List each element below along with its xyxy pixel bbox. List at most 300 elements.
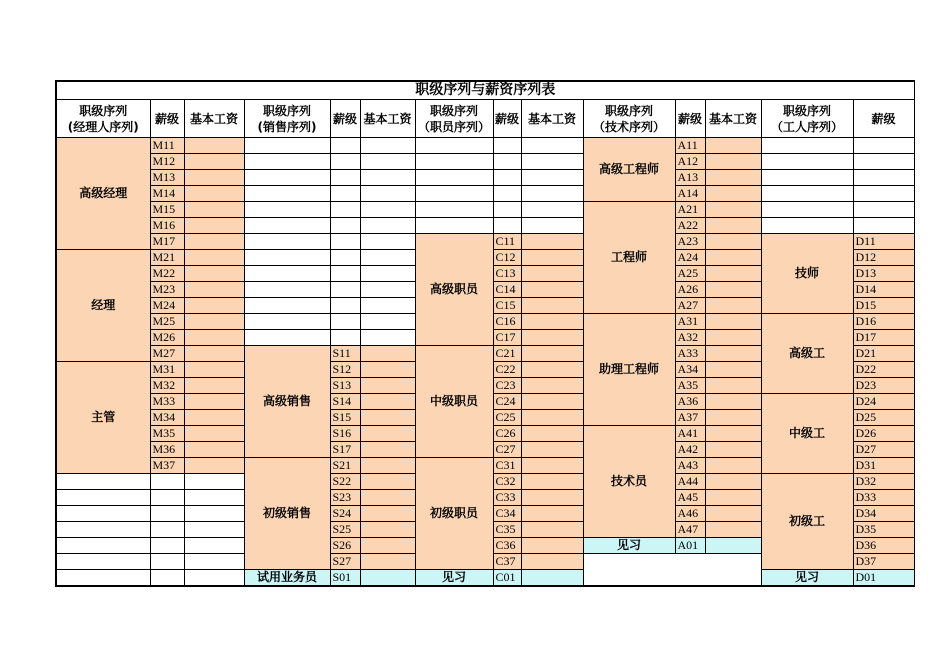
tech-base-salary-cell xyxy=(705,458,761,474)
worker-level-name: 中级工 xyxy=(761,394,853,474)
tech-base-salary-cell xyxy=(705,282,761,298)
tech-grade-code: A23 xyxy=(675,234,705,250)
manager-grade-code: M36 xyxy=(150,442,184,458)
sales-empty-salary-cell xyxy=(360,154,415,170)
manager-base-salary-cell xyxy=(184,218,244,234)
sales-empty-grade-cell xyxy=(330,250,360,266)
staff-base-salary-cell xyxy=(521,538,583,554)
sales-empty-name-cell xyxy=(244,218,330,234)
sales-empty-name-cell xyxy=(244,234,330,250)
worker-grade-code: D33 xyxy=(853,490,914,506)
manager-grade-code: M25 xyxy=(150,314,184,330)
tech-grade-code: A46 xyxy=(675,506,705,522)
staff-empty-salary-cell xyxy=(521,138,583,154)
tech-grade-code: A42 xyxy=(675,442,705,458)
worker-empty-grade-cell xyxy=(853,170,914,186)
manager-base-salary-cell xyxy=(184,186,244,202)
sales-empty-name-cell xyxy=(244,266,330,282)
manager-base-salary-cell xyxy=(184,282,244,298)
tech-base-salary-cell xyxy=(705,346,761,362)
manager-base-salary-cell xyxy=(184,266,244,282)
staff-sequence-header xyxy=(415,100,493,138)
sales-empty-salary-cell xyxy=(360,314,415,330)
tech-base-salary-cell xyxy=(705,522,761,538)
sales-empty-grade-cell xyxy=(330,154,360,170)
sales-grade-code: S25 xyxy=(330,522,360,538)
tech-trial-code: A01 xyxy=(675,538,705,554)
staff-base-salary-cell xyxy=(521,394,583,410)
worker-grade-code: D14 xyxy=(853,282,914,298)
sales-empty-grade-cell xyxy=(330,170,360,186)
worker-grade-code: D13 xyxy=(853,266,914,282)
sales-empty-grade-cell xyxy=(330,138,360,154)
sales-empty-grade-cell xyxy=(330,330,360,346)
tech-base-salary-cell xyxy=(705,154,761,170)
worker-grade-header: 薪级 xyxy=(853,100,914,138)
staff-empty-salary-cell xyxy=(521,202,583,218)
sales-empty-salary-cell xyxy=(360,330,415,346)
tech-grade-code: A37 xyxy=(675,410,705,426)
manager-base-salary-cell xyxy=(184,442,244,458)
sales-empty-name-cell xyxy=(244,170,330,186)
manager-base-salary-cell xyxy=(184,458,244,474)
sales-level-name: 初级销售 xyxy=(244,458,330,570)
staff-grade-code: C23 xyxy=(493,378,521,394)
sales-grade-code: S13 xyxy=(330,378,360,394)
staff-grade-code: C15 xyxy=(493,298,521,314)
worker-grade-code: D27 xyxy=(853,442,914,458)
manager-grade-code: M34 xyxy=(150,410,184,426)
staff-base-salary-cell xyxy=(521,362,583,378)
worker-header-line1: 职级序列 xyxy=(782,103,831,118)
tech-base-salary-cell xyxy=(705,186,761,202)
manager-grade-code: M22 xyxy=(150,266,184,282)
manager-grade-code: M24 xyxy=(150,298,184,314)
staff-base-salary-cell xyxy=(521,522,583,538)
sales-grade-code: S24 xyxy=(330,506,360,522)
manager-empty-salary-cell xyxy=(184,506,244,522)
manager-grade-code: M13 xyxy=(150,170,184,186)
worker-empty-grade-cell xyxy=(853,218,914,234)
sales-sequence-header xyxy=(244,100,330,138)
worker-empty-name-cell xyxy=(761,202,853,218)
sales-base-salary-cell xyxy=(360,410,415,426)
sales-empty-name-cell xyxy=(244,282,330,298)
table-row xyxy=(56,138,914,154)
manager-empty-salary-cell xyxy=(184,522,244,538)
staff-base-salary-cell xyxy=(521,410,583,426)
table-row xyxy=(56,186,914,202)
manager-grade-header: 薪级 xyxy=(150,100,184,138)
staff-empty-salary-cell xyxy=(521,170,583,186)
tech-grade-code: A45 xyxy=(675,490,705,506)
staff-grade-code: C31 xyxy=(493,458,521,474)
staff-base-salary-cell xyxy=(521,298,583,314)
worker-level-name: 高级工 xyxy=(761,314,853,394)
sales-grade-code: S16 xyxy=(330,426,360,442)
tech-base-salary-cell xyxy=(705,362,761,378)
manager-base-salary-cell xyxy=(184,378,244,394)
tech-grade-code: A32 xyxy=(675,330,705,346)
worker-header-line2: （工人序列） xyxy=(770,119,843,134)
manager-level-name: 经理 xyxy=(56,250,150,362)
staff-empty-name-cell xyxy=(415,202,493,218)
sales-grade-code: S17 xyxy=(330,442,360,458)
manager-header-line2: (经理人序列) xyxy=(67,119,139,134)
manager-base-salary-cell xyxy=(184,250,244,266)
worker-grade-code: D31 xyxy=(853,458,914,474)
tech-grade-code: A33 xyxy=(675,346,705,362)
staff-header-line1: 职级序列 xyxy=(429,103,478,118)
staff-base-salary-cell xyxy=(521,330,583,346)
staff-grade-code: C11 xyxy=(493,234,521,250)
sales-empty-grade-cell xyxy=(330,234,360,250)
worker-empty-grade-cell xyxy=(853,154,914,170)
sales-grade-header: 薪级 xyxy=(330,100,360,138)
manager-base-salary-cell xyxy=(184,426,244,442)
sales-empty-name-cell xyxy=(244,202,330,218)
tech-blank-area xyxy=(583,554,761,587)
manager-empty-salary-cell xyxy=(184,570,244,587)
worker-level-name: 初级工 xyxy=(761,474,853,570)
manager-base-salary-cell xyxy=(184,394,244,410)
tech-trial-name: 见习 xyxy=(583,538,675,554)
staff-grade-code: C17 xyxy=(493,330,521,346)
manager-base-salary-cell xyxy=(184,410,244,426)
staff-empty-grade-cell xyxy=(493,218,521,234)
sales-grade-code: S12 xyxy=(330,362,360,378)
staff-empty-salary-cell xyxy=(521,186,583,202)
sales-salary-header: 基本工资 xyxy=(360,100,415,138)
staff-trial-name: 见习 xyxy=(415,570,493,587)
tech-header-line2: （技术序列） xyxy=(592,119,665,134)
tech-grade-code: A44 xyxy=(675,474,705,490)
tech-grade-code: A21 xyxy=(675,202,705,218)
staff-base-salary-cell xyxy=(521,554,583,570)
manager-empty-salary-cell xyxy=(184,554,244,570)
manager-base-salary-cell xyxy=(184,362,244,378)
staff-grade-code: C16 xyxy=(493,314,521,330)
manager-empty-grade-cell xyxy=(150,538,184,554)
manager-empty-grade-cell xyxy=(150,474,184,490)
staff-grade-code: C27 xyxy=(493,442,521,458)
tech-base-salary-cell xyxy=(705,426,761,442)
manager-level-name: 高级经理 xyxy=(56,138,150,250)
worker-grade-code: D22 xyxy=(853,362,914,378)
sales-empty-grade-cell xyxy=(330,186,360,202)
manager-grade-code: M26 xyxy=(150,330,184,346)
sales-base-salary-cell xyxy=(360,442,415,458)
tech-level-name: 高级工程师 xyxy=(583,138,675,202)
manager-base-salary-cell xyxy=(184,170,244,186)
salary-grade-table xyxy=(55,80,915,587)
worker-grade-code: D11 xyxy=(853,234,914,250)
sales-empty-grade-cell xyxy=(330,266,360,282)
staff-empty-name-cell xyxy=(415,138,493,154)
manager-grade-code: M14 xyxy=(150,186,184,202)
worker-empty-grade-cell xyxy=(853,186,914,202)
staff-empty-name-cell xyxy=(415,170,493,186)
manager-empty-grade-cell xyxy=(150,490,184,506)
sales-empty-salary-cell xyxy=(360,234,415,250)
sales-grade-code: S26 xyxy=(330,538,360,554)
worker-grade-code: D34 xyxy=(853,506,914,522)
worker-sequence-header xyxy=(761,100,853,138)
tech-base-salary-cell xyxy=(705,314,761,330)
manager-empty-salary-cell xyxy=(184,474,244,490)
sales-grade-code: S15 xyxy=(330,410,360,426)
sales-base-salary-cell xyxy=(360,490,415,506)
tech-grade-header: 薪级 xyxy=(675,100,705,138)
sales-empty-salary-cell xyxy=(360,298,415,314)
worker-empty-grade-cell xyxy=(853,202,914,218)
staff-trial-salary-cell xyxy=(521,570,583,587)
table-row xyxy=(56,570,914,587)
manager-grade-code: M16 xyxy=(150,218,184,234)
staff-salary-header: 基本工资 xyxy=(521,100,583,138)
worker-grade-code: D26 xyxy=(853,426,914,442)
sales-header-line1: 职级序列 xyxy=(262,103,311,118)
sales-base-salary-cell xyxy=(360,426,415,442)
sales-empty-salary-cell xyxy=(360,250,415,266)
tech-grade-code: A36 xyxy=(675,394,705,410)
tech-grade-code: A13 xyxy=(675,170,705,186)
staff-grade-code: C37 xyxy=(493,554,521,570)
tech-base-salary-cell xyxy=(705,266,761,282)
sales-base-salary-cell xyxy=(360,506,415,522)
sales-base-salary-cell xyxy=(360,538,415,554)
tech-trial-salary-cell xyxy=(705,538,761,554)
sales-empty-name-cell xyxy=(244,186,330,202)
worker-empty-name-cell xyxy=(761,154,853,170)
manager-empty-grade-cell xyxy=(150,554,184,570)
manager-empty-grade-cell xyxy=(150,506,184,522)
manager-empty-name-cell xyxy=(56,522,150,538)
manager-salary-header: 基本工资 xyxy=(184,100,244,138)
sales-base-salary-cell xyxy=(360,474,415,490)
manager-sequence-header xyxy=(56,100,150,138)
worker-grade-code: D15 xyxy=(853,298,914,314)
sales-empty-salary-cell xyxy=(360,218,415,234)
tech-grade-code: A34 xyxy=(675,362,705,378)
sales-base-salary-cell xyxy=(360,522,415,538)
worker-grade-code: D21 xyxy=(853,346,914,362)
tech-header-line1: 职级序列 xyxy=(604,103,653,118)
tech-base-salary-cell xyxy=(705,394,761,410)
manager-base-salary-cell xyxy=(184,154,244,170)
sheet-title: 职级序列与薪资序列表 xyxy=(56,81,914,100)
sales-empty-grade-cell xyxy=(330,298,360,314)
sales-grade-code: S23 xyxy=(330,490,360,506)
staff-empty-name-cell xyxy=(415,218,493,234)
sales-base-salary-cell xyxy=(360,554,415,570)
staff-base-salary-cell xyxy=(521,442,583,458)
manager-grade-code: M37 xyxy=(150,458,184,474)
staff-empty-name-cell xyxy=(415,186,493,202)
manager-empty-name-cell xyxy=(56,474,150,490)
staff-level-name: 高级职员 xyxy=(415,234,493,346)
worker-grade-code: D24 xyxy=(853,394,914,410)
manager-base-salary-cell xyxy=(184,314,244,330)
manager-empty-salary-cell xyxy=(184,538,244,554)
staff-grade-header: 薪级 xyxy=(493,100,521,138)
table-row xyxy=(56,170,914,186)
tech-base-salary-cell xyxy=(705,378,761,394)
manager-empty-name-cell xyxy=(56,506,150,522)
tech-grade-code: A43 xyxy=(675,458,705,474)
worker-grade-code: D25 xyxy=(853,410,914,426)
tech-grade-code: A25 xyxy=(675,266,705,282)
manager-empty-name-cell xyxy=(56,538,150,554)
manager-grade-code: M21 xyxy=(150,250,184,266)
worker-empty-name-cell xyxy=(761,138,853,154)
tech-base-salary-cell xyxy=(705,170,761,186)
manager-level-name: 主管 xyxy=(56,362,150,474)
staff-base-salary-cell xyxy=(521,346,583,362)
worker-grade-code: D23 xyxy=(853,378,914,394)
staff-grade-code: C24 xyxy=(493,394,521,410)
tech-base-salary-cell xyxy=(705,218,761,234)
tech-grade-code: A26 xyxy=(675,282,705,298)
tech-grade-code: A24 xyxy=(675,250,705,266)
staff-grade-code: C33 xyxy=(493,490,521,506)
sales-empty-salary-cell xyxy=(360,282,415,298)
manager-base-salary-cell xyxy=(184,138,244,154)
worker-empty-name-cell xyxy=(761,170,853,186)
manager-base-salary-cell xyxy=(184,202,244,218)
manager-empty-name-cell xyxy=(56,554,150,570)
manager-empty-salary-cell xyxy=(184,490,244,506)
sales-empty-grade-cell xyxy=(330,282,360,298)
manager-base-salary-cell xyxy=(184,298,244,314)
manager-grade-code: M27 xyxy=(150,346,184,362)
worker-grade-code: D12 xyxy=(853,250,914,266)
tech-grade-code: A35 xyxy=(675,378,705,394)
staff-base-salary-cell xyxy=(521,458,583,474)
staff-base-salary-cell xyxy=(521,490,583,506)
staff-header-line2: （职员序列） xyxy=(417,119,490,134)
staff-grade-code: C32 xyxy=(493,474,521,490)
sales-base-salary-cell xyxy=(360,378,415,394)
sales-empty-salary-cell xyxy=(360,266,415,282)
sales-base-salary-cell xyxy=(360,346,415,362)
table-row xyxy=(56,218,914,234)
sales-empty-salary-cell xyxy=(360,186,415,202)
worker-grade-code: D36 xyxy=(853,538,914,554)
sales-empty-name-cell xyxy=(244,250,330,266)
staff-grade-code: C34 xyxy=(493,506,521,522)
table-row xyxy=(56,234,914,250)
staff-grade-code: C13 xyxy=(493,266,521,282)
staff-empty-salary-cell xyxy=(521,154,583,170)
staff-empty-grade-cell xyxy=(493,154,521,170)
tech-sequence-header xyxy=(583,100,675,138)
staff-empty-name-cell xyxy=(415,154,493,170)
worker-grade-code: D37 xyxy=(853,554,914,570)
staff-base-salary-cell xyxy=(521,266,583,282)
tech-grade-code: A27 xyxy=(675,298,705,314)
sales-grade-code: S22 xyxy=(330,474,360,490)
tech-grade-code: A14 xyxy=(675,186,705,202)
sales-empty-salary-cell xyxy=(360,138,415,154)
tech-grade-code: A22 xyxy=(675,218,705,234)
manager-grade-code: M32 xyxy=(150,378,184,394)
manager-grade-code: M12 xyxy=(150,154,184,170)
staff-base-salary-cell xyxy=(521,378,583,394)
tech-base-salary-cell xyxy=(705,442,761,458)
staff-base-salary-cell xyxy=(521,506,583,522)
worker-grade-code: D16 xyxy=(853,314,914,330)
manager-grade-code: M33 xyxy=(150,394,184,410)
sales-trial-code: S01 xyxy=(330,570,360,587)
staff-trial-code: C01 xyxy=(493,570,521,587)
manager-base-salary-cell xyxy=(184,330,244,346)
worker-empty-name-cell xyxy=(761,186,853,202)
staff-level-name: 初级职员 xyxy=(415,458,493,570)
staff-empty-grade-cell xyxy=(493,202,521,218)
worker-level-name: 技师 xyxy=(761,234,853,314)
staff-grade-code: C25 xyxy=(493,410,521,426)
manager-grade-code: M17 xyxy=(150,234,184,250)
sales-trial-name: 试用业务员 xyxy=(244,570,330,587)
sales-grade-code: S14 xyxy=(330,394,360,410)
tech-grade-code: A12 xyxy=(675,154,705,170)
tech-base-salary-cell xyxy=(705,234,761,250)
tech-base-salary-cell xyxy=(705,490,761,506)
worker-trial-code: D01 xyxy=(853,570,914,587)
tech-base-salary-cell xyxy=(705,506,761,522)
tech-level-name: 助理工程师 xyxy=(583,314,675,426)
sales-grade-code: S11 xyxy=(330,346,360,362)
tech-grade-code: A47 xyxy=(675,522,705,538)
sales-empty-grade-cell xyxy=(330,218,360,234)
tech-base-salary-cell xyxy=(705,474,761,490)
tech-salary-header: 基本工资 xyxy=(705,100,761,138)
tech-base-salary-cell xyxy=(705,202,761,218)
sales-base-salary-cell xyxy=(360,394,415,410)
tech-base-salary-cell xyxy=(705,298,761,314)
worker-grade-code: D35 xyxy=(853,522,914,538)
sales-grade-code: S21 xyxy=(330,458,360,474)
sales-empty-salary-cell xyxy=(360,170,415,186)
staff-base-salary-cell xyxy=(521,250,583,266)
staff-base-salary-cell xyxy=(521,426,583,442)
staff-grade-code: C35 xyxy=(493,522,521,538)
worker-trial-name: 见习 xyxy=(761,570,853,587)
tech-base-salary-cell xyxy=(705,330,761,346)
manager-grade-code: M15 xyxy=(150,202,184,218)
sales-empty-grade-cell xyxy=(330,314,360,330)
tech-level-name: 工程师 xyxy=(583,202,675,314)
manager-header-line1: 职级序列 xyxy=(79,103,128,118)
sales-empty-name-cell xyxy=(244,330,330,346)
staff-empty-salary-cell xyxy=(521,218,583,234)
staff-grade-code: C21 xyxy=(493,346,521,362)
table-row xyxy=(56,154,914,170)
tech-grade-code: A11 xyxy=(675,138,705,154)
tech-grade-code: A31 xyxy=(675,314,705,330)
tech-base-salary-cell xyxy=(705,250,761,266)
worker-grade-code: D32 xyxy=(853,474,914,490)
tech-grade-code: A41 xyxy=(675,426,705,442)
sales-empty-name-cell xyxy=(244,138,330,154)
sales-header-line2: (销售序列) xyxy=(257,119,317,134)
manager-grade-code: M35 xyxy=(150,426,184,442)
worker-empty-name-cell xyxy=(761,218,853,234)
staff-grade-code: C22 xyxy=(493,362,521,378)
sales-base-salary-cell xyxy=(360,458,415,474)
tech-base-salary-cell xyxy=(705,410,761,426)
